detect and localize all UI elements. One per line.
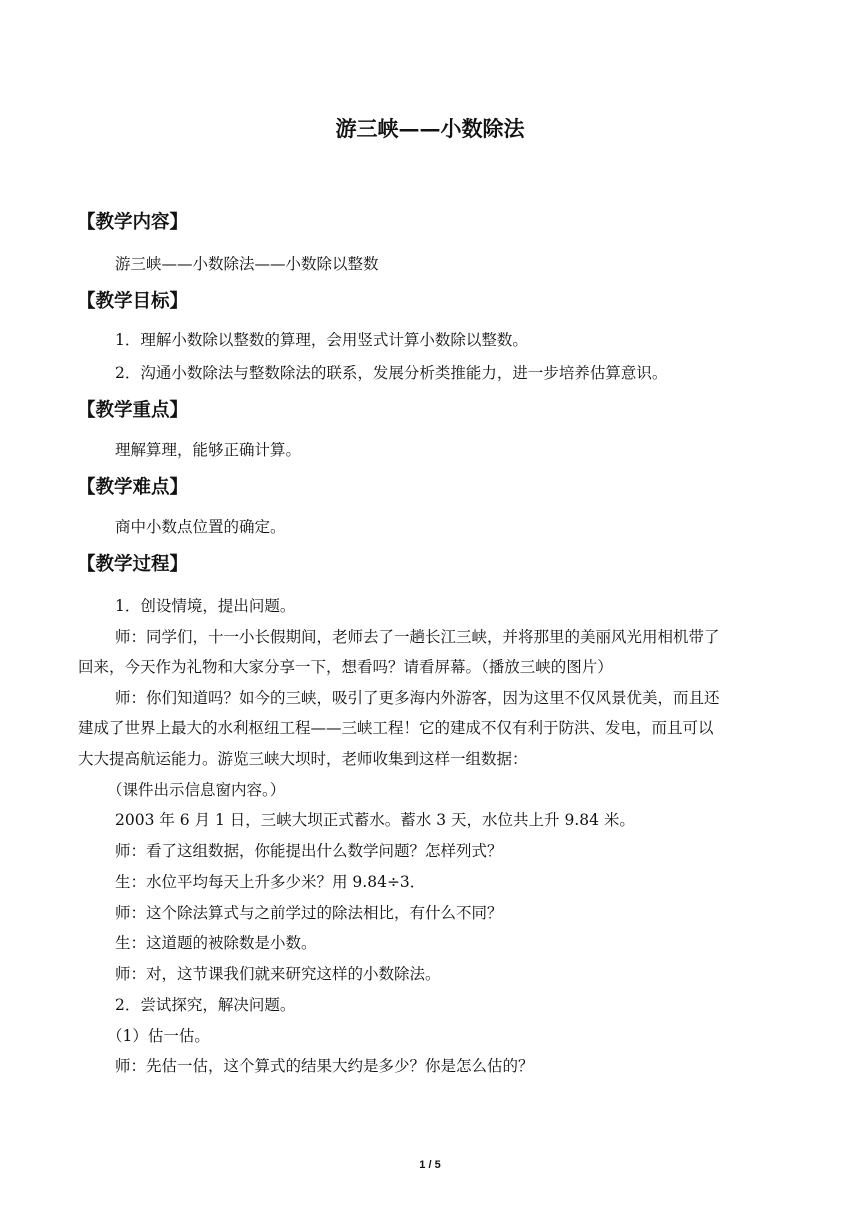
teaching-difficulty-text: 商中小数点位置的确定。 [115, 518, 286, 536]
document-title: 游三峡——小数除法 [335, 116, 525, 141]
process-line-7: （课件出示信息窗内容。） [107, 781, 286, 799]
process-line-8: 2003 年 6 月 1 日，三峡大坝正式蓄水。蓄水 3 天，水位共上升 9.84 米。 [115, 811, 635, 829]
process-line-10: 生：水位平均每天上升多少米？用 9.84÷3． [115, 873, 426, 891]
process-line-16: 师：先估一估，这个算式的结果大约是多少？你是怎么估的？ [115, 1057, 534, 1075]
process-line-4: 师：你们知道吗？如今的三峡，吸引了更多海内外游客，因为这里不仅风景优美，而且还 [115, 689, 720, 707]
heading-teaching-key-point: 【教学重点】 [77, 400, 189, 421]
process-line-5: 建成了世界上最大的水利枢纽工程——三峡工程！它的建成不仅有利于防洪、发电，而且可以 [78, 719, 714, 737]
teaching-key-point-text: 理解算理，能够正确计算。 [115, 441, 302, 459]
page-number: 1 / 5 [419, 1159, 441, 1171]
teaching-goal-1: 1．理解小数除以整数的算理，会用竖式计算小数除以整数。 [115, 331, 528, 349]
teaching-goal-2: 2．沟通小数除法与整数除法的联系，发展分析类推能力，进一步培养估算意识。 [115, 364, 668, 382]
teaching-content-text: 游三峡——小数除法——小数除以整数 [115, 255, 379, 273]
heading-teaching-goals: 【教学目标】 [77, 291, 189, 312]
process-line-3: 回来，今天作为礼物和大家分享一下，想看吗？请看屏幕。（播放三峡的图片） [78, 658, 613, 676]
process-line-1: 1．创设情境，提出问题。 [115, 597, 296, 615]
process-line-9: 师：看了这组数据，你能提出什么数学问题？怎样列式？ [115, 842, 503, 860]
heading-teaching-content: 【教学内容】 [77, 212, 189, 233]
process-line-14: 2．尝试探究，解决问题。 [115, 996, 296, 1014]
process-line-15: （1）估一估。 [107, 1027, 210, 1045]
process-line-2: 师：同学们，十一小长假期间，老师去了一趟长江三峡，并将那里的美丽风光用相机带了 [115, 628, 720, 646]
process-line-6: 大大提高航运能力。游览三峡大坝时，老师收集到这样一组数据： [78, 750, 528, 768]
process-line-11: 师：这个除法算式与之前学过的除法相比，有什么不同？ [115, 904, 503, 922]
heading-teaching-process: 【教学过程】 [77, 554, 189, 575]
process-line-13: 师：对，这节课我们就来研究这样的小数除法。 [115, 965, 441, 983]
process-line-12: 生：这道题的被除数是小数。 [115, 934, 317, 952]
heading-teaching-difficulty: 【教学难点】 [77, 477, 189, 498]
